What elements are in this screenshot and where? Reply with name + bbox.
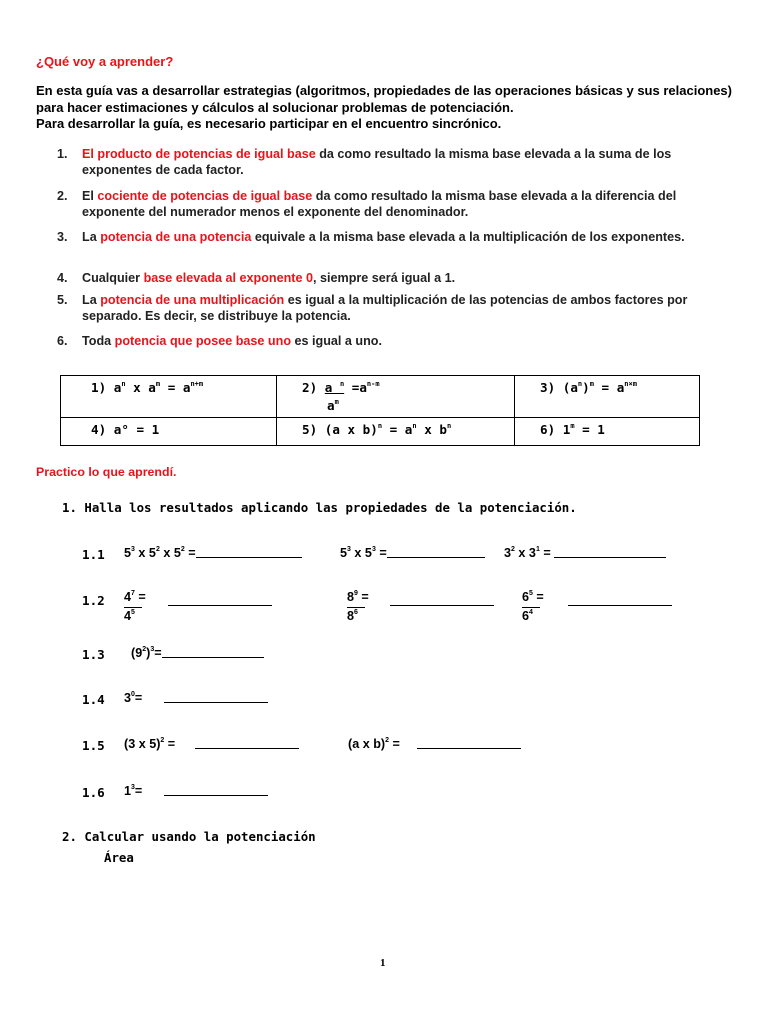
formula-number: 6) <box>540 422 556 437</box>
question-2: 2. Calcular usando la potenciación <box>62 829 316 844</box>
exercise-1-1c: $3^2$ x $3^1$ = <box>504 545 666 560</box>
exercise-1-6: $1^3=$ <box>124 783 268 798</box>
property-item <box>57 188 737 228</box>
question-1: 1. Halla los resultados aplicando las propiedades de la potenciación. <box>62 500 577 515</box>
answer-blank[interactable] <box>164 690 268 703</box>
property-post: da como resultado la misma base elevada a la diferencia del exponente del numerador menos el exponente del denominador. <box>82 189 677 219</box>
exercise-1-5a: (3 x 5)$^2$ = <box>124 736 299 751</box>
answer-blank[interactable] <box>387 545 485 558</box>
property-post: es igual a uno. <box>291 334 382 348</box>
property-text <box>82 146 732 178</box>
property-text <box>82 292 732 324</box>
property-highlight: potencia de una multiplicación <box>100 293 285 307</box>
property-highlight: cociente de potencias de igual base <box>97 189 313 203</box>
formula-base-one: 6) $1^m = 1$ <box>540 422 605 437</box>
formula-quotient-denominator: $a^m$ <box>327 398 339 413</box>
property-pre: La <box>82 230 101 244</box>
fraction-6-num: $6^5$ = <box>522 590 544 604</box>
exercise-label: 1.4 <box>82 692 105 707</box>
formula-number: 3) <box>540 380 556 395</box>
property-post: da como resultado la misma base elevada a la suma de los exponentes de cada factor. <box>82 147 672 177</box>
property-number: 6. <box>57 334 68 348</box>
answer-blank[interactable] <box>195 736 299 749</box>
fraction-bar <box>124 607 142 608</box>
formula-number: 5) <box>302 422 318 437</box>
exercise-1-1a: $5^3$ x $5^2$ x $5^2$ = <box>124 545 302 560</box>
answer-blank[interactable] <box>417 736 521 749</box>
exercise-label: 1.1 <box>82 547 105 562</box>
fraction-8-den: $8^6$ <box>347 609 358 623</box>
answer-blank[interactable] <box>162 645 264 658</box>
intro-text <box>36 83 732 133</box>
property-text <box>82 229 732 245</box>
intro-paragraph-1: En esta guía vas a desarrollar estrategias (algoritmos, propiedades de las operaciones básicas y sus relaciones) para hacer estimaciones y cálculos al solucionar problemas de potenciación. <box>36 83 732 115</box>
property-pre: Toda <box>82 334 115 348</box>
property-number: 4. <box>57 271 68 285</box>
property-text <box>82 270 732 286</box>
formula-zero-exponent: 4) a° = 1 <box>91 422 160 437</box>
answer-blank[interactable] <box>390 592 494 610</box>
property-item <box>57 333 737 373</box>
property-item <box>57 146 737 186</box>
fraction-4-num: $4^7$ = <box>124 590 146 604</box>
formula-product: 1) $a^n$ x $a^m = a^{n+m}$ <box>91 380 204 395</box>
exercise-1-3: $(9^2)^3=$ <box>131 645 264 660</box>
section-title: ¿Qué voy a aprender? <box>36 54 174 69</box>
formula-power-of-product: 5) (a x $b)^n = a^n$ x $b^n$ <box>302 422 452 437</box>
answer-blank[interactable] <box>196 545 302 558</box>
exercise-label: 1.5 <box>82 738 105 753</box>
property-highlight: potencia que posee base uno <box>114 334 292 348</box>
answer-blank[interactable] <box>164 783 268 796</box>
property-number: 1. <box>57 147 68 161</box>
properties-list <box>57 146 737 356</box>
property-highlight: potencia de una potencia <box>100 230 252 244</box>
formula-number: 1) <box>91 380 107 395</box>
exercise-label: 1.3 <box>82 647 105 662</box>
fraction-bar <box>522 607 540 608</box>
property-item <box>57 292 737 332</box>
intro-paragraph-2: Para desarrollar la guía, es necesario participar en el encuentro sincrónico. <box>36 116 502 131</box>
property-post: equivale a la misma base elevada a la multiplicación de los exponentes. <box>251 230 685 244</box>
property-post: es igual a la multiplicación de las potencias de ambos factores por separado. Es decir, se distribuye la potencia. <box>82 293 688 323</box>
property-number: 5. <box>57 293 68 307</box>
question-2-sub: Área <box>104 850 134 865</box>
property-number: 3. <box>57 230 68 244</box>
property-text <box>82 188 732 220</box>
formula-quotient: 2) a $^n =a^{n-m}$ <box>302 380 380 395</box>
property-number: 2. <box>57 189 68 203</box>
property-pre: Cualquier <box>82 271 144 285</box>
property-post: , siempre será igual a 1. <box>313 271 456 285</box>
property-pre: El <box>82 189 98 203</box>
fraction-6-den: $6^4$ <box>522 609 533 623</box>
answer-blank[interactable] <box>568 592 672 610</box>
fraction-4-den: $4^5$ <box>124 609 135 623</box>
property-highlight: El producto de potencias de igual base <box>82 147 316 161</box>
exercise-label: 1.6 <box>82 785 105 800</box>
exercise-1-1b: $5^3$ x $5^3$ = <box>340 545 485 560</box>
exercise-1-4: $3^0=$ <box>124 690 268 705</box>
formula-power-of-power: 3) $(a^n)^m = a^{n\times m}$ <box>540 380 637 395</box>
fraction-bar <box>347 607 365 608</box>
answer-blank[interactable] <box>554 545 666 558</box>
property-item <box>57 229 737 269</box>
answer-blank[interactable] <box>168 592 272 610</box>
exercise-label: 1.2 <box>82 593 105 608</box>
formula-number: 2) <box>302 380 318 395</box>
property-highlight: base elevada al exponente 0 <box>143 271 313 285</box>
practice-title: Practico lo que aprendí. <box>36 465 177 479</box>
property-pre: La <box>82 293 101 307</box>
exercise-1-5b: (a x b)$^2$ = <box>348 736 521 751</box>
formula-number: 4) <box>91 422 107 437</box>
property-text <box>82 333 732 349</box>
page-number: 1 <box>380 957 386 969</box>
fraction-8-num: $8^9$ = <box>347 590 369 604</box>
formula-table <box>60 375 700 446</box>
